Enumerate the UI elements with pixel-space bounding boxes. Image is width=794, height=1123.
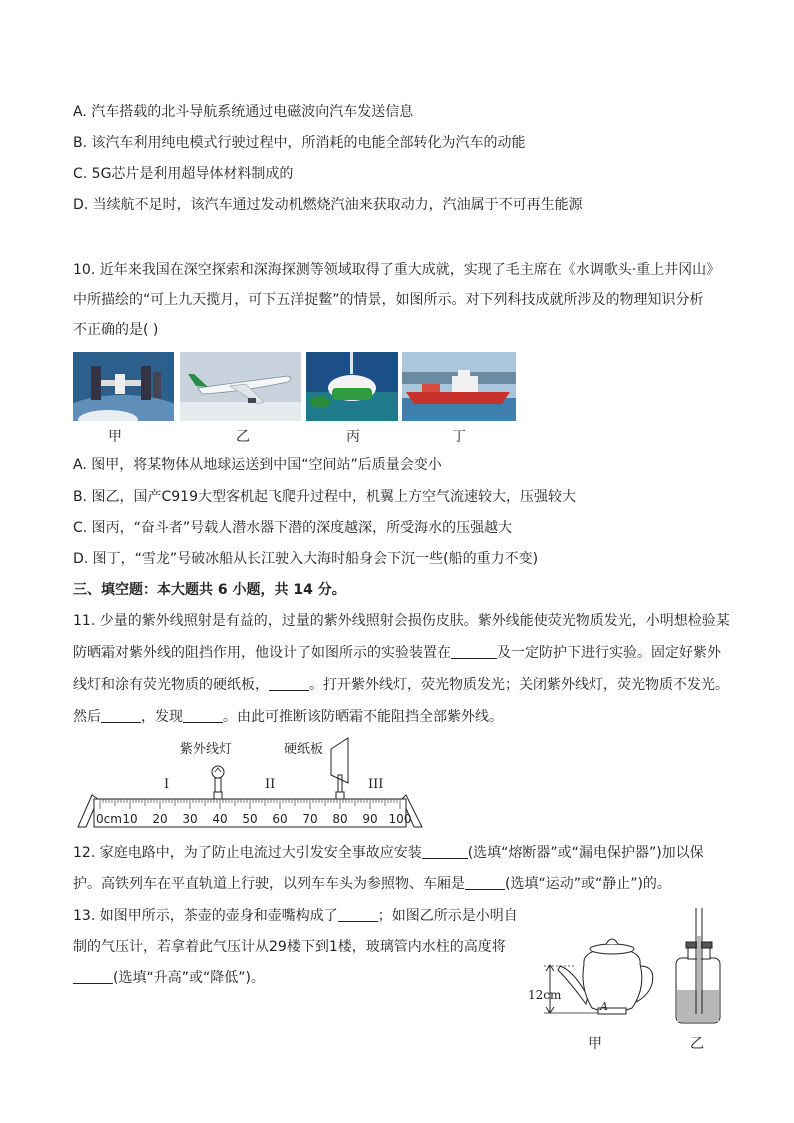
q11-line2: [73, 643, 721, 663]
q12-line1-start: 12. 家庭电路中，为了防止电流过大引发安全事故应安装: [73, 845, 422, 861]
caption-jia: 甲: [588, 1036, 602, 1052]
q11-line4: [73, 707, 503, 727]
region-label: II: [265, 777, 276, 792]
photo-caption-bing: 丙: [346, 429, 360, 445]
answer-blank[interactable]: [73, 969, 113, 984]
photo-caption-ding: 丁: [452, 429, 466, 445]
q10-option-c: C. 图丙，“奋斗者”号载人潜水器下潜的深度越深，所受海水的压强越大: [73, 520, 513, 536]
q9-option-c: C. 5G芯片是利用超导体材料制成的: [73, 166, 294, 182]
q11-line4-end: 。由此可推断该防晒霜不能阻挡全部紫外线。: [223, 709, 503, 725]
q13-line1: [73, 906, 518, 926]
space-station-photo: [73, 352, 174, 421]
q11-line1: 11. 少量的紫外线照射是有益的，过量的紫外线照射会损伤皮肤。紫外线能使荧光物质发光，小明想检验某: [73, 613, 730, 629]
barometer-icon: [676, 908, 720, 1023]
q12-line1: [73, 843, 704, 863]
q11-line4-mid: ，发现: [141, 709, 183, 725]
q10-stem-line1: 10. 近年来我国在深空探索和深海探测等领域取得了重大成就，实现了毛主席在《水调歌头·重上井冈山》: [73, 262, 721, 278]
answer-blank[interactable]: [101, 708, 141, 723]
q12-line1-end: (选填“熔断器”或“漏电保护器”)加以保: [467, 845, 704, 861]
q11-line2-start: 防晒霜对紫外线的阻挡作用，他设计了如图所示的实验装置在: [73, 645, 451, 661]
q11-line3: [73, 675, 729, 695]
point-a-label: A: [600, 1000, 608, 1013]
region-label: I: [164, 777, 170, 792]
scale-label: 70: [302, 812, 318, 826]
q10-stem-line3: 不正确的是( ): [73, 322, 159, 338]
region-label: III: [368, 777, 384, 792]
photo-caption-yi: 乙: [236, 429, 250, 445]
answer-blank[interactable]: [422, 844, 468, 859]
q13-line2: 制的气压计，若拿着此气压计从29楼下到1楼，玻璃管内水柱的高度将: [73, 939, 506, 955]
board-label: 硬纸板: [284, 742, 324, 757]
scale-label: 60: [272, 812, 288, 826]
q13-line3: [73, 968, 265, 988]
height-label: 12cm: [528, 988, 562, 1002]
q9-option-d: D. 当续航不足时，该汽车通过发动机燃烧汽油来获取动力，汽油属于不可再生能源: [73, 197, 583, 213]
photo-caption-jia: 甲: [108, 429, 122, 445]
q13-line1-start: 13. 如图甲所示，茶壶的壶身和壶嘴构成了: [73, 908, 338, 924]
q11-line3-end: 。打开紫外线灯，荧光物质发光；关闭紫外线灯，荧光物质不发光。: [309, 677, 729, 693]
q12-line2: [73, 874, 671, 894]
scale-label: 90: [362, 812, 378, 826]
answer-blank[interactable]: [269, 676, 309, 691]
q9-option-b: B. 该汽车利用纯电模式行驶过程中，所消耗的电能全部转化为汽车的动能: [73, 135, 526, 151]
caption-yi: 乙: [690, 1036, 704, 1052]
scale-label: 50: [242, 812, 258, 826]
scale-label: 30: [182, 812, 198, 826]
answer-blank[interactable]: [338, 907, 378, 922]
scale-label: 20: [152, 812, 168, 826]
section-heading: 三、填空题：本大题共 6 小题，共 14 分。: [73, 582, 346, 598]
q11-line2-end: 及一定防护下进行实验。固定好紫外: [497, 645, 721, 661]
scale-label: 0cm: [96, 812, 122, 826]
scale-label: 100: [388, 812, 412, 826]
q13-line3-text: (选填“升高”或“降低”)。: [113, 970, 265, 986]
lamp-label: 紫外线灯: [180, 742, 233, 757]
paperboard-icon: [331, 738, 348, 783]
q10-option-a: A. 图甲，将某物体从地球运送到中国“空间站”后质量会变小: [73, 457, 442, 473]
optical-bench-figure: [72, 735, 432, 835]
scale-label: 80: [332, 812, 348, 826]
teapot-barometer-figure: [526, 904, 736, 1054]
q11-line4-start: 然后: [73, 709, 101, 725]
airliner-photo: [180, 352, 301, 421]
q12-line2-start: 护。高铁列车在平直轨道上行驶，以列车车头为参照物、车厢是: [73, 876, 465, 892]
answer-blank[interactable]: [183, 708, 223, 723]
q9-option-a: A. 汽车搭载的北斗导航系统通过电磁波向汽车发送信息: [73, 104, 414, 120]
q10-option-b: B. 图乙，国产C919大型客机起飞爬升过程中，机翼上方空气流速较大，压强较大: [73, 489, 576, 505]
answer-blank[interactable]: [451, 644, 497, 659]
scale-label: 10: [122, 812, 138, 826]
q11-line3-start: 线灯和涂有荧光物质的硬纸板，: [73, 677, 269, 693]
q10-option-d: D. 图丁，“雪龙”号破冰船从长江驶入大海时船身会下沉一些(船的重力不变): [73, 551, 539, 567]
scale-label: 40: [212, 812, 228, 826]
answer-blank[interactable]: [465, 875, 505, 890]
submersible-photo: [306, 352, 398, 421]
q13-line1-end: ；如图乙所示是小明自: [377, 908, 518, 924]
q12-line2-end: (选填“运动”或“静止”)的。: [505, 876, 671, 892]
icebreaker-photo: [402, 352, 516, 421]
q10-stem-line2: 中所描绘的“可上九天揽月，可下五洋捉鳖”的情景，如图所示。对下列科技成就所涉及的物理知识分析: [73, 292, 704, 308]
